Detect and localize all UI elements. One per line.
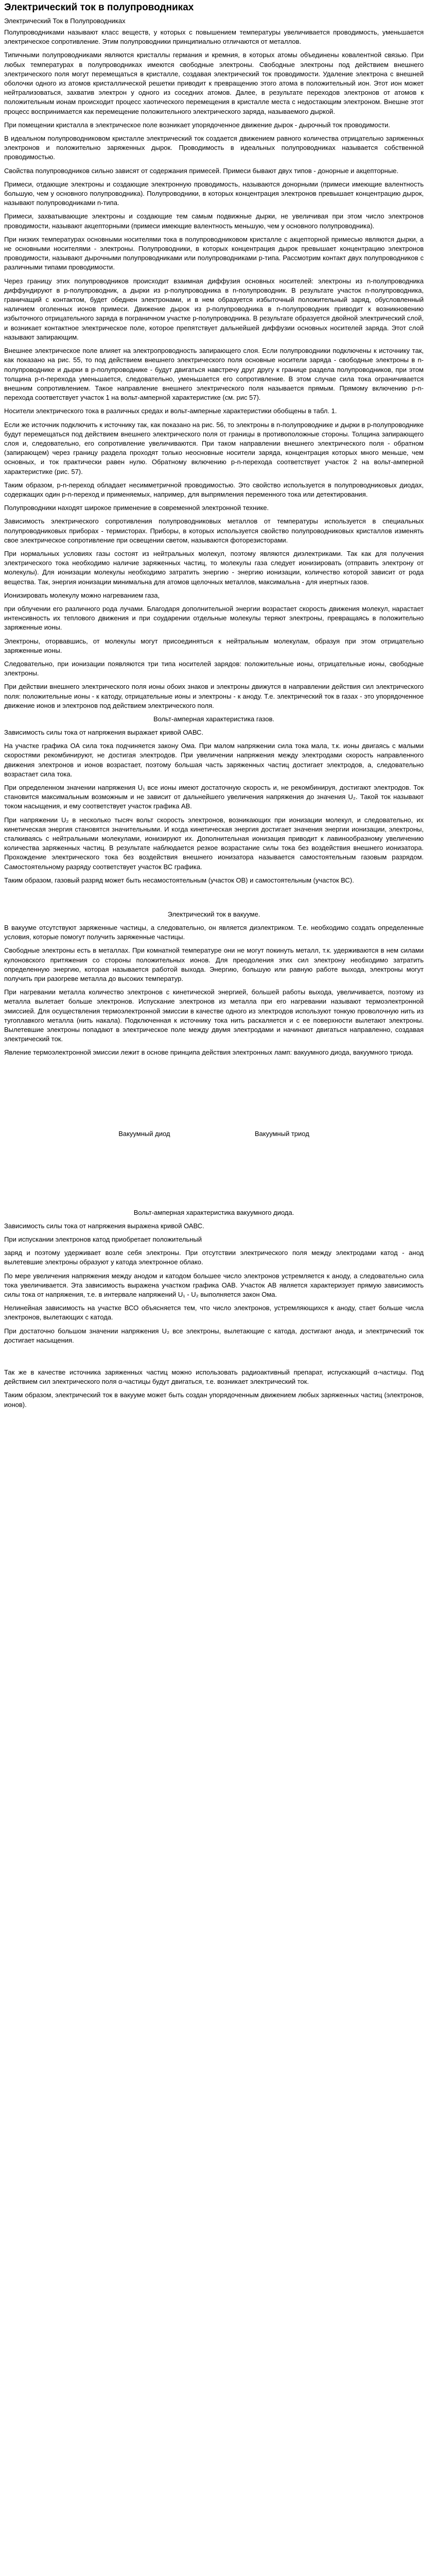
paragraph: Полупроводники находят широкое применение в современной электронной технике.	[4, 504, 269, 512]
paragraph: В идеальном полупроводниковом кристалле электрический ток создается движением равного количества отрицательно заряженных электронов и положительно заряженных дырок. Проводимость в идеальных полупроводниках называется собственной проводимостью.	[4, 134, 424, 161]
paragraph: При достаточно большом значении напряжения U₂ все электроны, вылетающие с катода, достигают анода, и электрический ток достигает насыщения.	[4, 1327, 424, 1344]
paragraph: Ионизировать молекулу можно нагреванием газа,	[4, 591, 160, 599]
paragraph: Типичными полупроводниками являются кристаллы германия и кремния, в которых атомы объединены ковалентной связью. При любых температурах в полупроводниках имеются свободные электроны. Свободные электроны под действием внешнего электрического поля могут перемещаться в кристалле, создавая электрический ток проводимости. Удаление электрона с внешней оболочки одного из атомов кристаллической решетки приводит к превращению этого атома в положительный ион. Этот ион может нейтрализоваться, захватив электрон у одного из соседних атомов. Далее, в результате переходов электронов от атомов к положительным ионам происходит процесс хаотического перемещения в кристалле места с недостающим электроном. Внешне этот процесс воспринимается как перемещение положительного электрического заряда, называемого дыркой.	[4, 51, 424, 115]
paragraph: При напряжении U₂ в несколько тысяч вольт скорость электронов, возникающих при ионизации молекул, и следовательно, их кинетическая энергия становятся значительными. И когда кинетическая энергия достигает значения энергии ионизации, электроны, сталкиваясь с нейтральными молекулами, ионизируют их. Дополнительная ионизация приводит к лавинообразному увеличению количества заряженных частиц. В результате наблюдается резкое возрастание силы тока без воздействия внешнего ионизатора. Прохождение электрического тока без воздействия внешнего ионизатора называется самостоятельным газовым разрядом. Самостоятельному разряду соответствует участок ВС графика.	[4, 816, 424, 871]
paragraph: При нагревании металла количество электронов с кинетической энергией, большей работы выхода, увеличивается, поэтому из металла вылетает больше электронов. Испускание электронов из металла при его нагревании называют термоэлектронной эмиссией. Для осуществления термоэлектронной эмиссии в качестве одного из электродов используют тонкую проволочную нить из тугоплавкого металла (нить накала). Подключенная к источнику тока нить раскаляется и с ее поверхности вылетают электроны. Вылетевшие электроны попадают в электрическое поле между двумя электродами и начинают двигаться направленно, создавая электрический ток.	[4, 988, 424, 1043]
subtitle: Электрический Ток в Полупроводниках	[4, 17, 126, 25]
vacuum-conclusion-section	[4, 1368, 424, 1410]
paragraph: Нелинейная зависимость на участке ВСО объясняется тем, что число электронов, устремляющихся к аноду, стает больше числа электронов, вылетающих с катода.	[4, 1304, 424, 1321]
vacuum-heading: Электрический ток в вакууме.	[167, 910, 260, 919]
paragraph: В вакууме отсутствуют заряженные частицы, а следовательно, он является диэлектриком. Т.е. необходимо создать определенные условия, которые помогут получить заряженные частицы.	[4, 924, 424, 941]
paragraph: заряд и поэтому удерживает возле себя электроны. При отсутствии электрического поля между электродами катод - анод вылетевшие электроны образуют у катода электронное облако.	[4, 1249, 424, 1266]
spacer	[4, 889, 424, 908]
paragraph: Через границу этих полупроводников происходит взаимная диффузия основных носителей: электроны из n-полупроводника диффундируют в p-полупроводник, а дырки из p-полупроводника в n-полупроводник. В результате участок n-полупроводника, граничащий с контактом, будет обеднен электронами, и в нем образуется избыточный положительный заряд, обусловленный наличием оголенных ионов примеси. Движение дырок из p-полупроводника в n-полупроводник приводит к возникновению избыточного отрицательного заряда в пограничном участке p-полупроводника. В результате образуется двойной электрический слой, и возникает контактное электрическое поле, которое препятствует дальнейшей диффузии основных носителей заряда. Этот слой называют запирающим.	[4, 277, 424, 341]
page-title: Электрический ток в полупроводниках	[4, 2, 194, 13]
paragraph: При помещении кристалла в электрическое поле возникает упорядоченное движение дырок - дырочный ток проводимости.	[4, 121, 390, 129]
paragraph: На участке графика ОА сила тока подчиняется закону Ома. При малом напряжении сила тока мала, т.к. ионы двигаясь с малыми скоростями рекомбинируют, не достигая электродов. При увеличении напряжения между электродами скорость направленного движения электронов и ионов возрастает, поэтому большая часть заряженных частиц достигает электродов, а, следовательно возрастает сила тока.	[4, 742, 424, 778]
paragraph: Таким образом, p-n-переход обладает несимметричной проводимостью. Это свойство используется в полупроводниковых диодах, содержащих один p-n-переход и применяемых, например, для выпрямления переменного тока или детектирования.	[4, 481, 424, 498]
paragraph: Электроны, оторвавшись, от молекулы могут присоединяться к нейтральным молекулам, образуя при этом отрицательно заряженные ионы.	[4, 637, 424, 654]
paragraph: Полупроводниками называют класс веществ, у которых с повышением температуры увеличивается проводимость, уменьшается электрическое сопротивление. Этим полупроводники принципиально отличаются от металлов.	[4, 28, 424, 46]
caption-vacuum-diode: Вакуумный диод	[118, 1129, 170, 1138]
caption-vacuum-triode: Вакуумный триод	[254, 1129, 309, 1138]
gas-vac-heading: Вольт-амперная характеристика газов.	[153, 715, 274, 723]
paragraph: При низких температурах основными носителями тока в полупроводниковом кристалле с акцепторной примесью являются дырки, а не основными носителями - электроны. Полупроводники, в которых концентрация дырок превышает концентрацию электронов проводимости, называют дырочными полупроводниками или полупроводниками p-типа. Рассмотрим контакт двух полупроводников с различными типами проводимости.	[4, 235, 424, 272]
spacer	[4, 1349, 424, 1368]
paragraph: По мере увеличения напряжения между анодом и катодом большее число электронов устремляется к аноду, а следовательно сила тока увеличивается. Эта зависимость выражена участком графика ОАВ. Участок АВ является характеризует прямую зависимость силы тока от напряжения, т.е. в интервале напряжений U₁ - U₂ выполняется закон Ома.	[4, 1272, 424, 1298]
paragraph: Зависимость силы тока от напряжения выражена кривой ОАВС.	[4, 1222, 204, 1230]
paragraph: Явление термоэлектронной эмиссии лежит в основе принципа действия электронных ламп: вакуумного диода, вакуумного триода.	[4, 1048, 414, 1057]
vacuum-section	[4, 923, 424, 1058]
paragraph: Носители электрического тока в различных средах и вольт-амперные характеристики обобщены в табл. 1.	[4, 407, 337, 415]
figure-placeholder	[4, 1144, 424, 1206]
paragraph: Зависимость электрического сопротивления полупроводниковых металлов от температуры используется в специальных полупроводниковых приборах - термисторах. Приборы, в которых используется свойство полупроводниковых кристаллов изменять свое электрическое сопротивление при освещении светом, называются фоторезисторами.	[4, 517, 424, 544]
paragraph: Так же в качестве источника заряженных частиц можно использовать радиоактивный препарат, испускающий α-частицы. Под действием сил электрического поля α-частицы будут двигаться, т.е. возникает электрический ток.	[4, 1368, 424, 1386]
paragraph: Примеси, захватывающие электроны и создающие тем самым подвижные дырки, не увеличивая при этом число электронов проводимости, называют акцепторными (примеси имеющие валентность меньшую, чем у основного полупроводника).	[4, 212, 424, 230]
paragraph: Таким образом, электрический ток в вакууме может быть создан упорядоченным движением любых заряженных частиц (электронов, ионов).	[4, 1391, 424, 1409]
paragraph: Свободные электроны есть в металлах. При комнатной температуре они не могут покинуть металл, т.к. удерживаются в нем силами кулоновского притяжения со стороны положительных ионов. Для преодоления этих сил электрону необходимо затратить определенную энергию, которая называется работой выхода. Энергию, большую или равную работе выхода, электроны могут получить при разогреве металла до высоких температур.	[4, 946, 424, 983]
paragraph: Свойства полупроводников сильно зависят от содержания примесей. Примеси бывают двух типов - донорные и акцепторные.	[4, 166, 399, 175]
semiconductor-section	[4, 28, 424, 710]
paragraph: Зависимость силы тока от напряжения выражает кривой ОАВС.	[4, 728, 204, 736]
figure-placeholder	[4, 1062, 424, 1124]
figure-captions	[4, 1129, 424, 1139]
paragraph: при облучении его различного рода лучами. Благодаря дополнительной энергии возрастает скорость движения молекул, нарастает интенсивность их теплового движения и при соударении отдельные молекулы теряют электроны, превращаясь в положительно заряженные ионы.	[4, 604, 424, 632]
gas-vac-section	[4, 728, 424, 885]
paragraph: Если же источник подключить к источнику так, как показано на рис. 56, то электроны в n-полупроводнике и дырки в p-полупроводнике будут перемещаться под действием внешнего электрического поля от границы в противоположные стороны. Толщина запирающего слоя и, следовательно, его сопротивление увеличиваются. При таком направлении внешнего электрического поля - обратном (запирающем) через границу раздела проходят только неосновные носители заряда, концентрация которых много меньше, чем основных, и ток практически равен нулю. Обратному включению p-n-перехода соответствует участок 2 на вольт-амперной характеристике (рис. 57).	[4, 420, 424, 476]
paragraph: При определенном значении напряжения U₁ все ионы имеют достаточную скорость и, не рекомбинируя, достигают электродов. Ток становится максимальным возможным и не зависит от дальнейшего увеличения напряжения до значения U₂. Такой ток называют током насыщения, и ему соответствует участок графика АВ.	[4, 784, 424, 810]
paragraph: Примеси, отдающие электроны и создающие электронную проводимость, называются донорными (примеси имеющие валентность большую, чем у основного полупроводника). Полупроводники, в которых концентрация электронов превышает концентрацию дырок, называют полупроводниками n-типа.	[4, 180, 424, 207]
paragraph: Внешнее электрическое поле влияет на электропроводность запирающего слоя. Если полупроводники подключены к источнику так, как показано на рис. 55, то под действием внешнего электрического поля основные носители заряда - свободные электроны в n-полупроводнике и дырки в p-полупроводнике - будут двигаться навстречу друг другу к границе раздела полупроводников, при этом толщина p-n-перехода уменьшается, следовательно, уменьшается его сопротивление. В этом случае сила тока ограничивается внешним сопротивлением. Такое направление внешнего электрического поля называется прямым. Прямому включению p-n-перехода соответствует участок 1 на вольт-амперной характеристике (см. рис 57).	[4, 347, 424, 402]
paragraph: Таким образом, газовый разряд может быть несамостоятельным (участок ОВ) и самостоятельным (участок ВС).	[4, 876, 354, 884]
paragraph: При нормальных условиях газы состоят из нейтральных молекул, поэтому являются диэлектриками. Так как для получения электрического тока необходимо наличие заряженных частиц, то молекулы газа следует ионизировать (отправить электрону от молекулы). Для ионизации молекулы необходимо затратить энергию - энергию ионизации, количество которой зависит от рода вещества. Так, энергия ионизации минимальна для атомов щелочных металлов, максимальна - для инертных газов.	[4, 549, 424, 586]
diode-section	[4, 1222, 424, 1345]
paragraph: При испускании электронов катод приобретает положительный	[4, 1235, 202, 1243]
diode-vac-heading: Вольт-амперная характеристика вакуумного диода.	[133, 1208, 294, 1216]
paragraph: При действии внешнего электрического поля ионы обоих знаков и электроны движутся в направлении действия сил электрического поля: положительные ионы - к катоду, отрицательные ионы и электроны - к аноду. Т.е. электрический ток в газах - это упорядоченное движение ионов и электронов под действием электрического поля.	[4, 683, 424, 709]
paragraph: Следовательно, при ионизации появляются три типа носителей зарядов: положительные ионы, отрицательные ионы, свободные электроны.	[4, 659, 424, 677]
